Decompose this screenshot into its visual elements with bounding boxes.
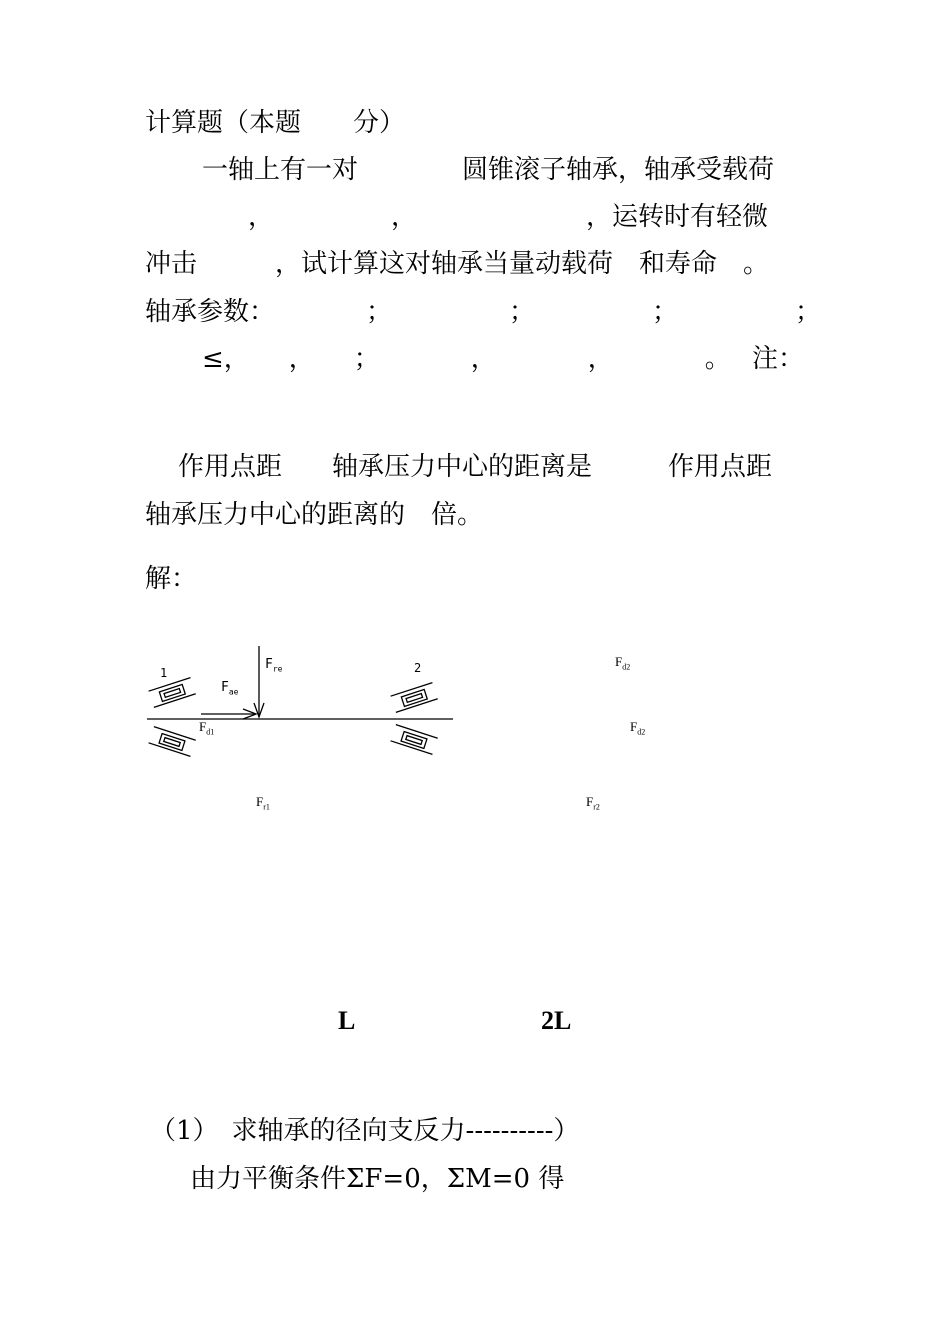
problem-line-6c: 作用点距: [668, 452, 773, 482]
label-fd1: $F_{d1}$: [199, 719, 215, 737]
solution-step-1: （1） 求轴承的径向支反力----------）: [150, 1116, 580, 1146]
problem-line-5b: 注：: [752, 344, 805, 374]
dimension-2l: 2L: [541, 1006, 572, 1035]
problem-line-3: 冲击 ，试计算这对轴承当量动载荷 和寿命 。: [145, 249, 770, 279]
problem-line-2: ， ， ，运转时有轻微: [248, 202, 769, 232]
bearing-1-label: 1: [160, 666, 168, 680]
problem-line-6a: 作用点距: [178, 452, 283, 482]
problem-line-7: 轴承压力中心的距离的 倍。: [145, 500, 484, 530]
solution-step-1-detail: 由力平衡条件ΣF=0，ΣM=0 得: [190, 1164, 565, 1194]
label-fd2: $F_{d2}$: [630, 719, 646, 737]
bearing-1-upper-icon: [149, 678, 196, 708]
problem-line-1b: 圆锥滚子轴承，轴承受载荷: [462, 155, 775, 185]
problem-line-6b: 轴承压力中心的距离是: [332, 452, 593, 482]
solution-label: 解：: [145, 564, 198, 594]
bearing-2-lower-icon: [391, 725, 438, 755]
label-fae: $F_{ae}$: [221, 680, 239, 697]
label-fd2-top: $F_{d2}$: [615, 654, 631, 672]
label-fr2: $F_{r2}$: [586, 794, 600, 812]
label-fr1: $F_{r1}$: [256, 794, 270, 812]
problem-line-1a: 一轴上有一对: [202, 155, 359, 185]
problem-line-5a: ≤， ， ； ， ， 。: [202, 344, 731, 374]
bearing-2-upper-icon: [391, 683, 438, 713]
label-fre: $F_{re}$: [265, 657, 283, 674]
dimension-l: L: [338, 1006, 356, 1035]
bearing-1-lower-icon: [149, 727, 196, 757]
problem-heading: 计算题（本题 分）: [145, 108, 406, 138]
bearing-2-label: 2: [414, 661, 422, 675]
problem-line-4: 轴承参数： ； ； ； ；: [145, 297, 822, 327]
